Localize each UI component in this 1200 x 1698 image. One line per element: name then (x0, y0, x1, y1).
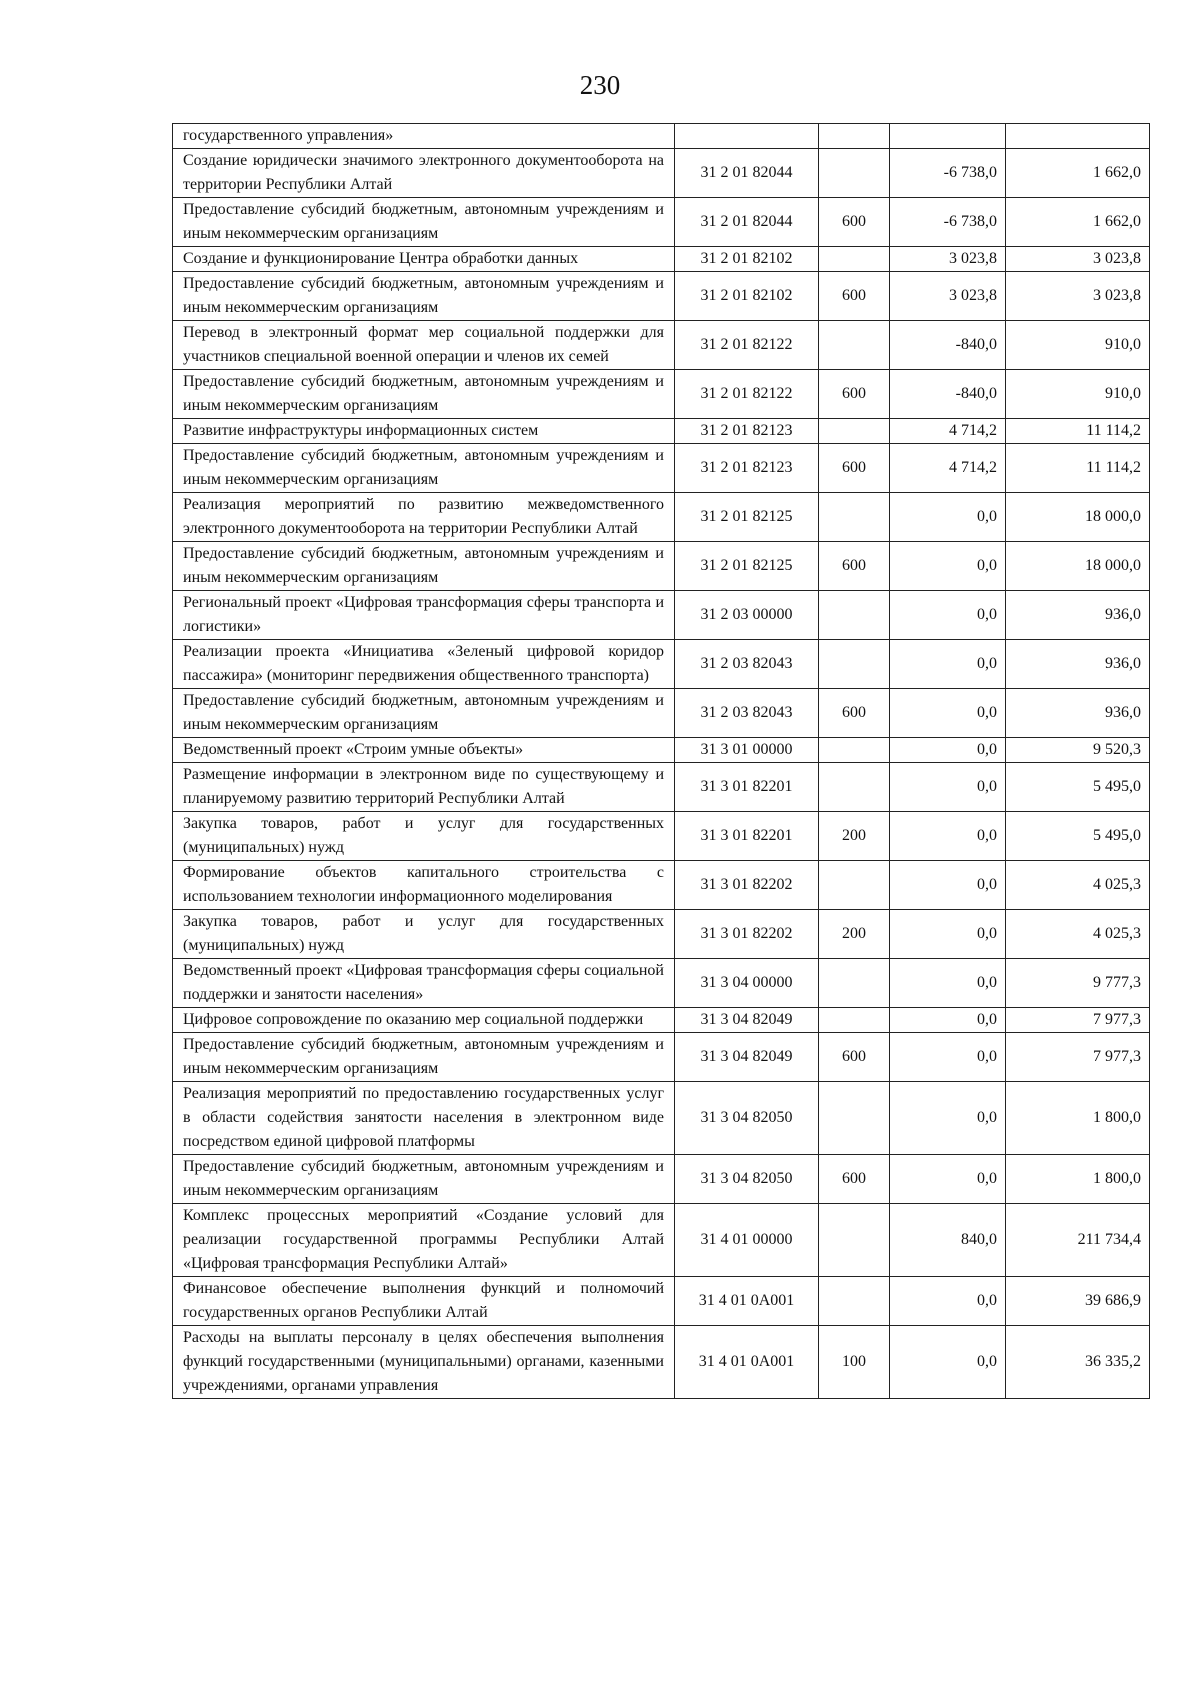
row-expense-type-cell: 200 (819, 812, 890, 861)
row-expense-type-cell (819, 247, 890, 272)
row-total-cell: 211 734,4 (1006, 1204, 1150, 1277)
row-change-cell: 840,0 (890, 1204, 1006, 1277)
row-total-cell: 1 662,0 (1006, 198, 1150, 247)
row-code-cell: 31 3 04 00000 (675, 959, 819, 1008)
row-change-cell: -6 738,0 (890, 198, 1006, 247)
row-code-cell: 31 3 01 00000 (675, 738, 819, 763)
table-row (173, 370, 1150, 419)
row-code-cell: 31 2 01 82044 (675, 198, 819, 247)
row-code-cell: 31 2 01 82102 (675, 272, 819, 321)
row-change-cell: 0,0 (890, 861, 1006, 910)
row-change-cell: 4 714,2 (890, 419, 1006, 444)
table-row (173, 910, 1150, 959)
row-name-cell: Размещение информации в электронном виде по существующему и планируемому развитию территорий Республики Алтай (173, 763, 675, 812)
row-code-cell: 31 2 01 82123 (675, 419, 819, 444)
row-name-cell: Комплекс процессных мероприятий «Создание условий для реализации государственной программы Республики Алтай «Цифровая трансформация Республики Алтай» (173, 1204, 675, 1277)
row-code-cell: 31 2 03 82043 (675, 689, 819, 738)
row-total-cell: 1 800,0 (1006, 1155, 1150, 1204)
row-change-cell: 0,0 (890, 959, 1006, 1008)
page-number: 230 (579, 70, 621, 100)
row-change-cell: 0,0 (890, 689, 1006, 738)
row-change-cell: 0,0 (890, 1033, 1006, 1082)
row-total-cell: 36 335,2 (1006, 1326, 1150, 1399)
budget-table-body (173, 124, 1150, 1399)
row-total-cell: 1 662,0 (1006, 149, 1150, 198)
row-name-cell: Региональный проект «Цифровая трансформация сферы транспорта и логистики» (173, 591, 675, 640)
table-row (173, 272, 1150, 321)
row-expense-type-cell (819, 1277, 890, 1326)
table-row (173, 1082, 1150, 1155)
row-name-cell: Предоставление субсидий бюджетным, автономным учреждениям и иным некоммерческим организациям (173, 1155, 675, 1204)
row-total-cell: 4 025,3 (1006, 861, 1150, 910)
table-row (173, 1326, 1150, 1399)
row-total-cell: 9 520,3 (1006, 738, 1150, 763)
row-name-cell: Реализации проекта «Инициатива «Зеленый цифровой коридор пассажира» (мониторинг передвижения общественного транспорта) (173, 640, 675, 689)
row-expense-type-cell (819, 738, 890, 763)
row-name-cell: Ведомственный проект «Строим умные объекты» (173, 738, 675, 763)
row-total-cell (1006, 124, 1150, 149)
row-expense-type-cell (819, 149, 890, 198)
table-row (173, 959, 1150, 1008)
table-row (173, 493, 1150, 542)
row-name-cell: Предоставление субсидий бюджетным, автономным учреждениям и иным некоммерческим организациям (173, 542, 675, 591)
row-change-cell: 0,0 (890, 1082, 1006, 1155)
row-code-cell: 31 3 01 82202 (675, 910, 819, 959)
row-code-cell: 31 4 01 0А001 (675, 1277, 819, 1326)
row-name-cell: Закупка товаров, работ и услуг для государственных (муниципальных) нужд (173, 812, 675, 861)
row-name-cell: государственного управления» (173, 124, 675, 149)
row-total-cell: 4 025,3 (1006, 910, 1150, 959)
row-name-cell: Предоставление субсидий бюджетным, автономным учреждениям и иным некоммерческим организациям (173, 1033, 675, 1082)
row-expense-type-cell (819, 640, 890, 689)
row-total-cell: 5 495,0 (1006, 763, 1150, 812)
row-total-cell: 3 023,8 (1006, 272, 1150, 321)
row-change-cell: 0,0 (890, 591, 1006, 640)
row-code-cell: 31 3 01 82201 (675, 763, 819, 812)
row-change-cell (890, 124, 1006, 149)
row-change-cell: 0,0 (890, 640, 1006, 689)
row-expense-type-cell: 600 (819, 444, 890, 493)
table-row (173, 1277, 1150, 1326)
row-change-cell: 3 023,8 (890, 272, 1006, 321)
table-row (173, 444, 1150, 493)
row-expense-type-cell: 600 (819, 272, 890, 321)
row-name-cell: Перевод в электронный формат мер социальной поддержки для участников специальной военной операции и членов их семей (173, 321, 675, 370)
row-name-cell: Реализация мероприятий по развитию межведомственного электронного документооборота на территории Республики Алтай (173, 493, 675, 542)
row-total-cell: 11 114,2 (1006, 444, 1150, 493)
row-name-cell: Предоставление субсидий бюджетным, автономным учреждениям и иным некоммерческим организациям (173, 198, 675, 247)
row-total-cell: 11 114,2 (1006, 419, 1150, 444)
row-total-cell: 18 000,0 (1006, 542, 1150, 591)
row-code-cell: 31 4 01 0А001 (675, 1326, 819, 1399)
row-code-cell: 31 2 01 82044 (675, 149, 819, 198)
table-row (173, 738, 1150, 763)
row-change-cell: 0,0 (890, 1326, 1006, 1399)
table-row (173, 763, 1150, 812)
row-total-cell: 936,0 (1006, 591, 1150, 640)
table-row (173, 124, 1150, 149)
table-row (173, 812, 1150, 861)
table-row (173, 1033, 1150, 1082)
row-change-cell: 0,0 (890, 1008, 1006, 1033)
row-expense-type-cell: 100 (819, 1326, 890, 1399)
table-row (173, 640, 1150, 689)
row-expense-type-cell: 600 (819, 198, 890, 247)
row-name-cell: Расходы на выплаты персоналу в целях обеспечения выполнения функций государственными (муниципальными) органами, казенными учреждениями, органами управления (173, 1326, 675, 1399)
row-expense-type-cell (819, 493, 890, 542)
row-change-cell: 0,0 (890, 542, 1006, 591)
row-change-cell: -840,0 (890, 321, 1006, 370)
table-row (173, 419, 1150, 444)
budget-table (172, 123, 1150, 1399)
row-change-cell: -6 738,0 (890, 149, 1006, 198)
row-change-cell: 0,0 (890, 493, 1006, 542)
row-expense-type-cell (819, 591, 890, 640)
row-total-cell: 910,0 (1006, 370, 1150, 419)
row-name-cell: Ведомственный проект «Цифровая трансформация сферы социальной поддержки и занятости населения» (173, 959, 675, 1008)
row-change-cell: 0,0 (890, 910, 1006, 959)
row-expense-type-cell (819, 1008, 890, 1033)
table-row (173, 1008, 1150, 1033)
row-expense-type-cell: 600 (819, 370, 890, 419)
row-code-cell: 31 2 03 82043 (675, 640, 819, 689)
table-row (173, 591, 1150, 640)
row-expense-type-cell (819, 861, 890, 910)
row-total-cell: 18 000,0 (1006, 493, 1150, 542)
row-code-cell: 31 3 04 82049 (675, 1033, 819, 1082)
row-code-cell: 31 3 04 82050 (675, 1082, 819, 1155)
row-total-cell: 936,0 (1006, 689, 1150, 738)
table-row (173, 689, 1150, 738)
row-code-cell: 31 3 01 82202 (675, 861, 819, 910)
row-change-cell: 0,0 (890, 738, 1006, 763)
row-expense-type-cell: 600 (819, 1155, 890, 1204)
row-total-cell: 936,0 (1006, 640, 1150, 689)
row-code-cell: 31 2 01 82122 (675, 370, 819, 419)
row-name-cell: Создание юридически значимого электронного документооборота на территории Республики Алтай (173, 149, 675, 198)
row-expense-type-cell (819, 1204, 890, 1277)
row-code-cell: 31 3 01 82201 (675, 812, 819, 861)
row-code-cell: 31 2 01 82125 (675, 493, 819, 542)
row-change-cell: -840,0 (890, 370, 1006, 419)
table-row (173, 321, 1150, 370)
table-row (173, 247, 1150, 272)
row-name-cell: Формирование объектов капитального строительства с использованием технологии информационного моделирования (173, 861, 675, 910)
row-code-cell: 31 3 04 82050 (675, 1155, 819, 1204)
row-name-cell: Предоставление субсидий бюджетным, автономным учреждениям и иным некоммерческим организациям (173, 444, 675, 493)
row-expense-type-cell: 600 (819, 1033, 890, 1082)
row-code-cell: 31 4 01 00000 (675, 1204, 819, 1277)
row-total-cell: 1 800,0 (1006, 1082, 1150, 1155)
row-code-cell (675, 124, 819, 149)
row-total-cell: 7 977,3 (1006, 1008, 1150, 1033)
row-expense-type-cell: 600 (819, 689, 890, 738)
row-total-cell: 9 777,3 (1006, 959, 1150, 1008)
row-total-cell: 39 686,9 (1006, 1277, 1150, 1326)
row-expense-type-cell (819, 959, 890, 1008)
row-code-cell: 31 2 03 00000 (675, 591, 819, 640)
table-row (173, 542, 1150, 591)
table-row (173, 861, 1150, 910)
row-name-cell: Закупка товаров, работ и услуг для государственных (муниципальных) нужд (173, 910, 675, 959)
table-row (173, 198, 1150, 247)
row-code-cell: 31 2 01 82125 (675, 542, 819, 591)
row-name-cell: Реализация мероприятий по предоставлению государственных услуг в области содействия занятости населения в электронном виде посредством единой цифровой платформы (173, 1082, 675, 1155)
row-change-cell: 0,0 (890, 1155, 1006, 1204)
row-total-cell: 910,0 (1006, 321, 1150, 370)
row-total-cell: 5 495,0 (1006, 812, 1150, 861)
row-name-cell: Предоставление субсидий бюджетным, автономным учреждениям и иным некоммерческим организациям (173, 370, 675, 419)
row-change-cell: 0,0 (890, 812, 1006, 861)
row-code-cell: 31 2 01 82123 (675, 444, 819, 493)
row-code-cell: 31 2 01 82102 (675, 247, 819, 272)
table-row (173, 1155, 1150, 1204)
row-change-cell: 3 023,8 (890, 247, 1006, 272)
table-row (173, 1204, 1150, 1277)
row-code-cell: 31 2 01 82122 (675, 321, 819, 370)
row-expense-type-cell (819, 124, 890, 149)
row-name-cell: Предоставление субсидий бюджетным, автономным учреждениям и иным некоммерческим организациям (173, 272, 675, 321)
row-name-cell: Финансовое обеспечение выполнения функций и полномочий государственных органов Республики Алтай (173, 1277, 675, 1326)
row-change-cell: 0,0 (890, 1277, 1006, 1326)
row-change-cell: 0,0 (890, 763, 1006, 812)
row-change-cell: 4 714,2 (890, 444, 1006, 493)
row-name-cell: Цифровое сопровождение по оказанию мер социальной поддержки (173, 1008, 675, 1033)
row-expense-type-cell: 600 (819, 542, 890, 591)
row-name-cell: Развитие инфраструктуры информационных систем (173, 419, 675, 444)
row-total-cell: 3 023,8 (1006, 247, 1150, 272)
row-expense-type-cell (819, 763, 890, 812)
row-expense-type-cell: 200 (819, 910, 890, 959)
table-row (173, 149, 1150, 198)
row-expense-type-cell (819, 419, 890, 444)
row-total-cell: 7 977,3 (1006, 1033, 1150, 1082)
row-name-cell: Создание и функционирование Центра обработки данных (173, 247, 675, 272)
row-expense-type-cell (819, 321, 890, 370)
row-code-cell: 31 3 04 82049 (675, 1008, 819, 1033)
row-name-cell: Предоставление субсидий бюджетным, автономным учреждениям и иным некоммерческим организациям (173, 689, 675, 738)
row-expense-type-cell (819, 1082, 890, 1155)
